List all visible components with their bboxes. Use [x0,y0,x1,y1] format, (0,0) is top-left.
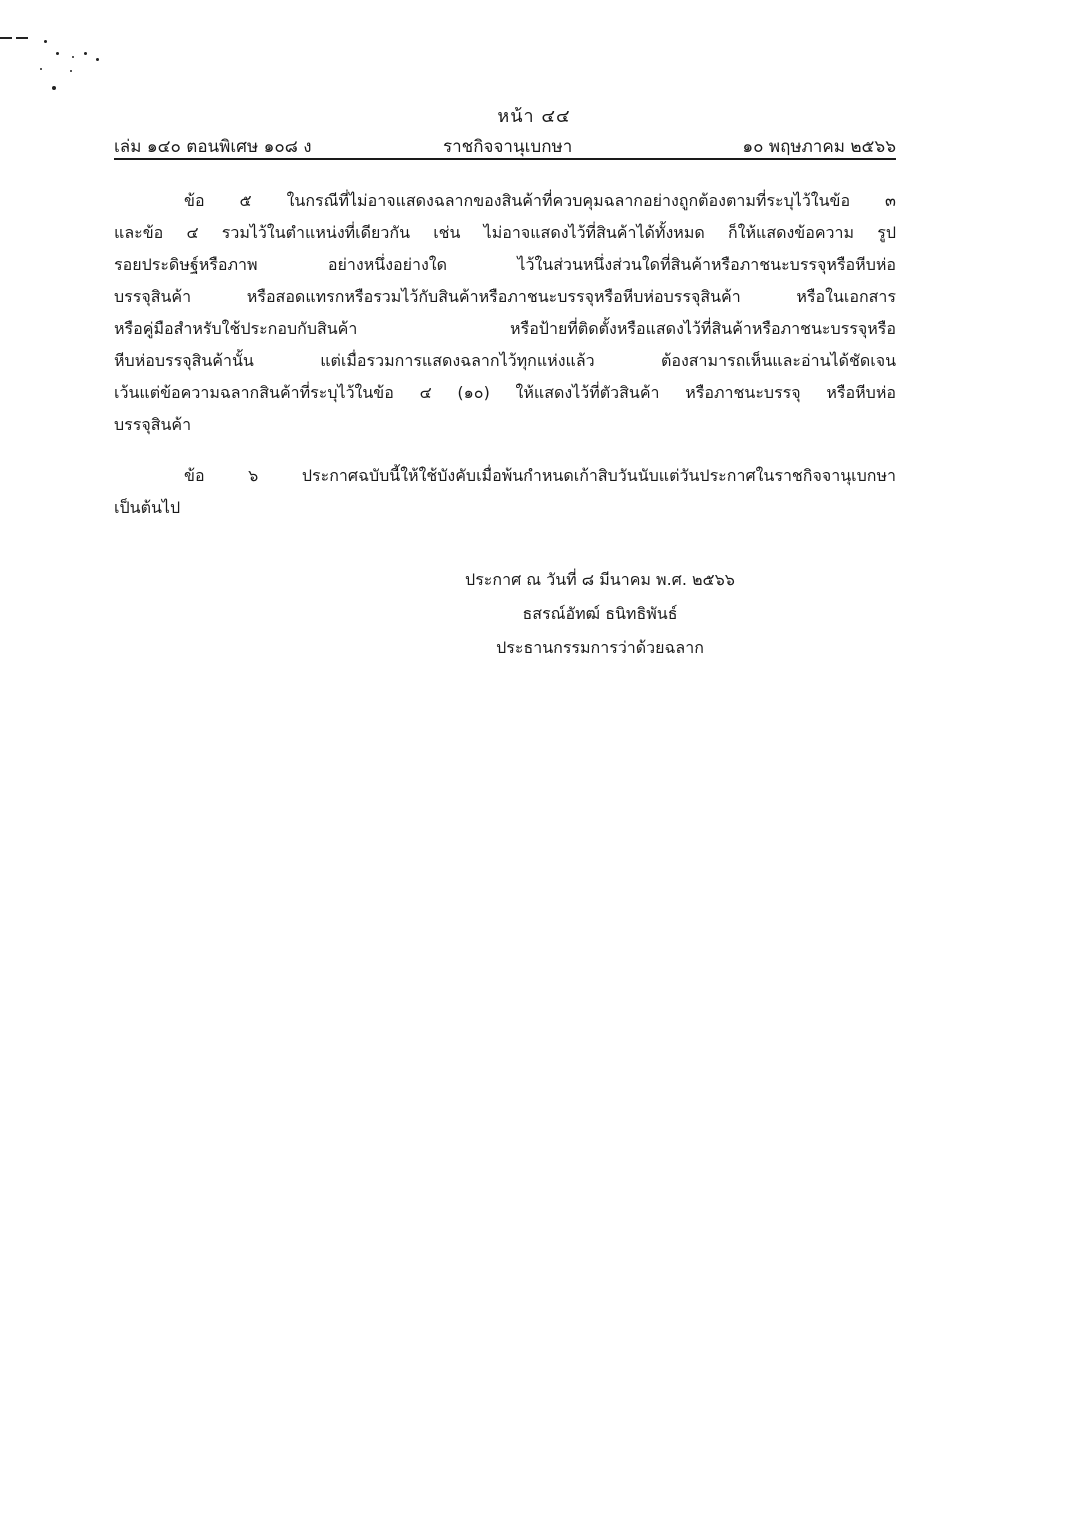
scan-mark [56,52,59,55]
clause-5 [114,185,896,441]
scan-mark [52,86,56,90]
signatory-position: ประธานกรรมการว่าด้วยฉลาก [496,638,704,657]
page-number: หน้า ๔๔ [497,106,571,127]
scan-mark [84,52,87,55]
scan-mark [96,58,99,61]
clause-line: เว้นแต่ข้อความฉลากสินค้าที่ระบุไว้ในข้อ ๔ (๑๐) ให้แสดงไว้ที่ตัวสินค้า หรือภาชนะบรรจุ หรือหีบห่อ [114,383,896,402]
gazette-title: ราชกิจจานุเบกษา [443,137,573,157]
announcement-date: ประกาศ ณ วันที่ ๘ มีนาคม พ.ศ. ๒๕๖๖ [465,570,735,589]
scan-mark [44,40,47,43]
clause-line: รอยประดิษฐ์หรือภาพ อย่างหนึ่งอย่างใด ไว้ในส่วนหนึ่งส่วนใดที่สินค้าหรือภาชนะบรรจุหรือหีบห่อ [114,255,896,274]
volume-issue: เล่ม ๑๔๐ ตอนพิเศษ ๑๐๘ ง [114,137,312,157]
gazette-header [114,133,896,159]
clause-line: และข้อ ๔ รวมไว้ในตำแหน่งที่เดียวกัน เช่น ไม่อาจแสดงไว้ที่สินค้าได้ทั้งหมด ก็ให้แสดงข้อความ รูป [114,223,896,242]
clause-6 [114,460,896,524]
signature-block [390,563,810,665]
clause-line: ข้อ ๕ ในกรณีที่ไม่อาจแสดงฉลากของสินค้าที่ควบคุมฉลากอย่างถูกต้องตามที่ระบุไว้ในข้อ ๓ [184,191,896,210]
clause-line: บรรจุสินค้า [114,415,192,434]
signatory-name: ธสรณ์อัทฒ์ ธนิทธิพันธ์ [522,604,678,623]
clause-line: บรรจุสินค้า หรือสอดแทรกหรือรวมไว้กับสินค้าหรือภาชนะบรรจุหรือหีบห่อบรรจุสินค้า หรือในเอกสาร [114,287,896,306]
header-rule [114,158,896,160]
clause-line: หีบห่อบรรจุสินค้านั้น แต่เมื่อรวมการแสดงฉลากไว้ทุกแห่งแล้ว ต้องสามารถเห็นและอ่านได้ชัดเจน [114,351,896,370]
scan-mark [40,68,42,70]
publication-date: ๑๐ พฤษภาคม ๒๕๖๖ [742,137,896,157]
clause-line: ข้อ ๖ ประกาศฉบับนี้ให้ใช้บังคับเมื่อพ้นกำหนดเก้าสิบวันนับแต่วันประกาศในราชกิจจานุเบกษา [184,466,896,485]
clause-line: เป็นต้นไป [114,498,181,517]
scan-mark [72,56,74,58]
scan-mark [70,70,72,72]
scan-mark [16,37,28,39]
clause-line: หรือคู่มือสำหรับใช้ประกอบกับสินค้า หรือป้ายที่ติดตั้งหรือแสดงไว้ที่สินค้าหรือภาชนะบรรจุหรือ [114,319,896,338]
scan-mark [0,37,12,39]
